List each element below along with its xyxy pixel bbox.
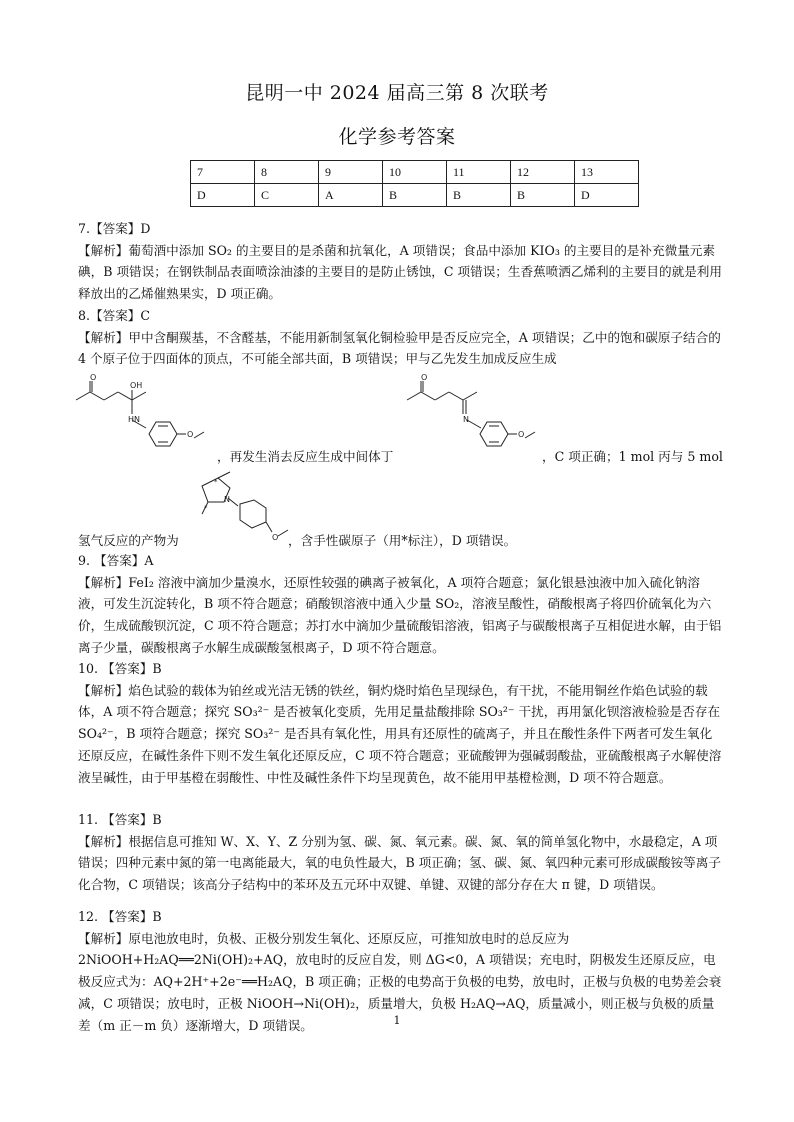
q12-explanation: 【解析】原电池放电时，负极、正极分别发生氧化、还原反应，可推知放电时的总反应为 2NiOOH+H₂AQ══2Ni(OH)₂+AQ，放电时的反应自发，则 ΔG<0，A 项错误；充电时，阴极发生还原反应，电极反应式为：AQ+2H⁺+2e⁻══H₂AQ，B 项正确；正极的电势高于负极的电势，放电时，正极与负极的电势差会衰减，C 项错误；放电时，正极 NiOOH→Ni(OH)₂，质量增大，负极 H₂AQ→AQ，质量减小，则正极与负极的质量差（m 正－m 负）逐渐增大，D 项错误。 (78, 930, 722, 1033)
answer-table (190, 160, 639, 207)
q7-explanation: 【解析】葡萄酒中添加 SO₂ 的主要目的是杀菌和抗氧化，A 项错误；食品中添加 KIO₃ 的主要目的是补充微量元素碘，B 项错误；在钢铁制品表面喷涂油漆的主要目的是防止锈蚀，C 项错误；生香蕉喷洒乙烯利的主要目的就是利用释放出的乙烯催熟果实，D 项正确。 (78, 242, 722, 302)
page-title: 昆明一中 2024 届高三第 8 次联考 (245, 82, 549, 104)
table-cell: 7 (191, 161, 255, 184)
q9-section (78, 550, 723, 659)
svg-text:OH: OH (130, 381, 143, 390)
svg-text:HN: HN (128, 415, 140, 424)
table-cell: 10 (383, 161, 447, 184)
table-cell: A (319, 184, 383, 207)
q11-section (78, 809, 723, 896)
table-cell: D (191, 184, 255, 207)
q8-tail-pre: 氢气反应的产物为 (78, 533, 179, 548)
intermediate-d-atom-labels (407, 372, 547, 467)
svg-text:O: O (187, 430, 194, 439)
hydrogenation-product-atom-labels (188, 470, 298, 550)
q9-answer: 9. 【答案】A (78, 553, 154, 568)
q7-section (78, 218, 723, 305)
table-cell: 13 (575, 161, 639, 184)
svg-text:O: O (421, 373, 428, 382)
q9-explanation: 【解析】FeI₂ 溶液中滴加少量溴水，还原性较强的碘离子被氧化，A 项符合题意；氯化银悬浊液中加入硫化钠溶液，可发生沉淀转化，B 项不符合题意；硝酸钡溶液中通入少量 SO₂，溶液呈酸性，硝酸根离子将四价硫氧化为六价，生成硫酸钡沉淀，C 项不符合题意；苏打水中滴加少量硫酸铝溶液，铝离子与碳酸根离子互相促进水解，由于铝离子少量，碳酸根离子水解生成碳酸氢根离子，D 项不符合题意。 (78, 574, 722, 655)
addition-product-atom-labels (76, 372, 216, 467)
svg-text:N: N (463, 415, 469, 424)
svg-text:O: O (518, 430, 525, 439)
q8-answer: 8.【答案】C (78, 308, 151, 323)
svg-text:O: O (272, 533, 279, 542)
page-number: 1 (393, 1014, 401, 1027)
svg-text:*: * (204, 504, 208, 512)
table-row-questions (191, 161, 639, 184)
q11-explanation: 【解析】根据信息可推知 W、X、Y、Z 分别为氢、碳、氮、氧元素。碳、氮、氧的简单氢化物中，水最稳定，A 项错误；四种元素中氮的第一电离能最大，氧的电负性最大，B 项正确；氢、碳、氮、氧四种元素可形成碳酸铵等离子化合物，C 项错误；该高分子结构中的苯环及五元环中双键、单键、双键的部分存在大 π 键，D 项错误。 (78, 833, 721, 893)
table-cell: D (575, 184, 639, 207)
q12-answer: 12. 【答案】B (78, 909, 162, 924)
q8-mid-text-2: ，C 项正确；1 mol 丙与 5 mol (542, 449, 723, 464)
q8-mid-text-1: ，再发生消去反应生成中间体丁 (217, 449, 394, 464)
table-cell: B (511, 184, 575, 207)
svg-text:*: * (214, 478, 218, 486)
q10-answer: 10. 【答案】B (78, 661, 162, 676)
q11-answer: 11. 【答案】B (78, 812, 162, 827)
table-row-answers (191, 184, 639, 207)
table-cell: C (255, 184, 319, 207)
table-cell: B (447, 184, 511, 207)
table-cell: 9 (319, 161, 383, 184)
table-cell: 12 (511, 161, 575, 184)
q8-section (78, 305, 723, 370)
svg-text:O: O (90, 373, 97, 382)
table-cell: 11 (447, 161, 511, 184)
page-subtitle: 化学参考答案 (338, 126, 456, 148)
q10-section (78, 658, 723, 788)
q8-explanation: 【解析】甲中含酮羰基，不含醛基，不能用新制氢氧化铜检验甲是否反应完全，A 项错误；乙中的饱和碳原子结合的 4 个原子位于四面体的顶点，不可能全部共面，B 项错误；甲与乙先发生加成反应生成 (78, 329, 721, 367)
q10-explanation: 【解析】焰色试验的载体为铂丝或光洁无锈的铁丝，铜灼烧时焰色呈现绿色，有干扰，不能用铜丝作焰色试验的载体，A 项不符合题意；探究 SO₃²⁻ 是否被氧化变质，先用足量盐酸排除 SO₃²⁻ 干扰，再用氯化钡溶液检验是否存在 SO₄²⁻，B 项符合题意；探究 SO₃²⁻ 是否具有氧化性，用具有还原性的硫离子，并且在酸性条件下两者可发生氧化还原反应，在碱性条件下则不发生氧化还原反应，C 项不符合题意；亚硫酸钾为强碱弱酸盐，亚硫酸根离子水解使溶液呈碱性，由于甲基橙在弱酸性、中性及碱性条件下均呈现黄色，故不能用甲基橙检测，D 项不符合题意。 (78, 682, 722, 785)
q8-tail-post: ，含手性碳原子（用*标注），D 项错误。 (288, 533, 517, 548)
svg-text:N: N (224, 495, 230, 504)
table-cell: 8 (255, 161, 319, 184)
table-cell: B (383, 184, 447, 207)
q7-answer: 7.【答案】D (78, 221, 151, 236)
